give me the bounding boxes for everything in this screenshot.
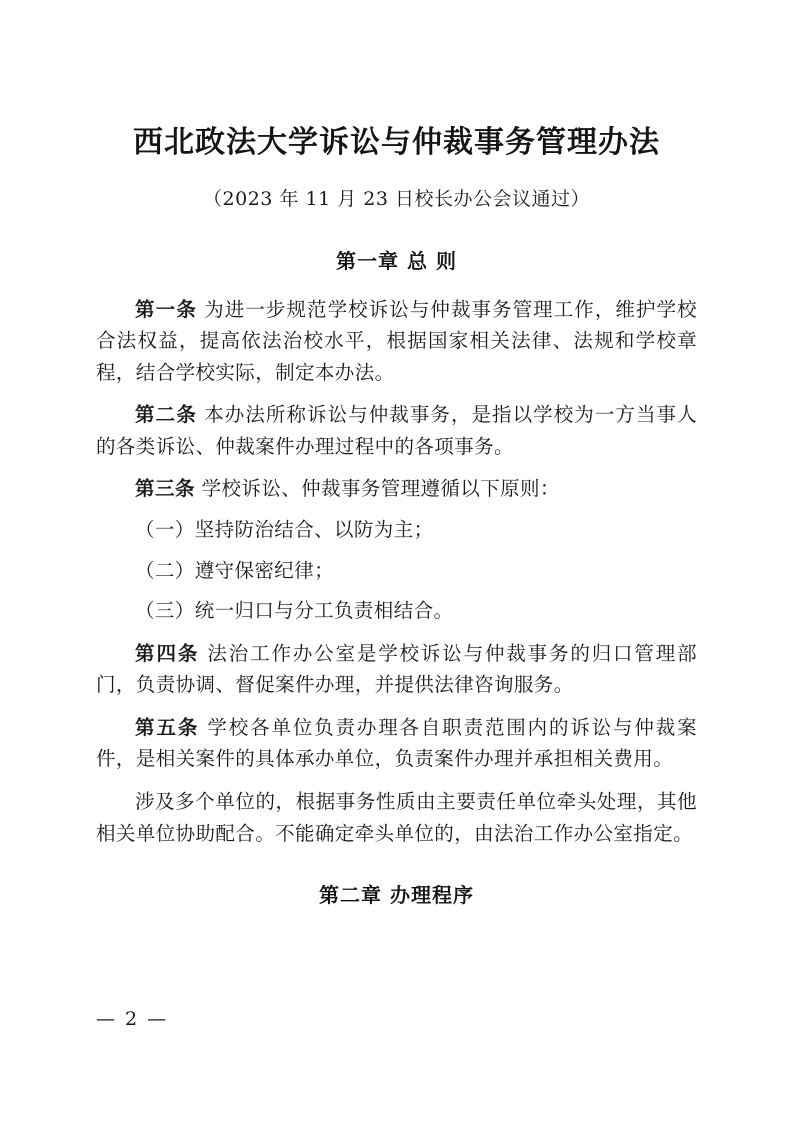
list-item: （一）坚持防治结合、以防为主； bbox=[135, 517, 434, 541]
page-number: — 2 — bbox=[96, 1008, 169, 1030]
article-paragraph bbox=[96, 462, 697, 505]
page-title: 西北政法大学诉讼与仲裁事务管理办法 bbox=[133, 125, 660, 160]
closing-paragraph: 涉及多个单位的，根据事务性质由主要责任单位牵头处理，其他相关单位协助配合。不能确定牵头单位的，由法治工作办公室指定。 bbox=[96, 790, 697, 845]
list-item: （二）遵守保密纪律； bbox=[135, 558, 335, 582]
article-number: 第一条 bbox=[135, 297, 197, 321]
article-text: 为进一步规范学校诉讼与仲裁事务管理工作，维护学校合法权益，提高依法治校水平，根据国家相关法律、法规和学校章程，结合学校实际，制定本办法。 bbox=[96, 297, 697, 384]
article-paragraph bbox=[96, 701, 697, 775]
article-number: 第二条 bbox=[135, 403, 197, 427]
article-paragraph bbox=[96, 278, 697, 389]
list-item: （三）统一归口与分工负责相结合。 bbox=[135, 599, 454, 623]
article-paragraph bbox=[96, 627, 697, 701]
article-number: 第四条 bbox=[135, 641, 200, 665]
article-text: 学校各单位负责办理各自职责范围内的诉讼与仲裁案件，是相关案件的具体承办单位，负责案件办理并承担相关费用。 bbox=[96, 715, 697, 771]
article-number: 第三条 bbox=[135, 477, 196, 501]
article-number: 第五条 bbox=[135, 715, 200, 739]
article-text: 本办法所称诉讼与仲裁事务，是指以学校为一方当事人的各类诉讼、仲裁案件办理过程中的各项事务。 bbox=[96, 403, 697, 458]
article-text: 法治工作办公室是学校诉讼与仲裁事务的归口管理部门，负责协调、督促案件办理，并提供法律咨询服务。 bbox=[96, 641, 697, 697]
chapter-one-heading: 第一章 总 则 bbox=[336, 248, 457, 273]
document-subtitle: （2023 年 11 月 23 日校长办公会议通过） bbox=[203, 187, 590, 210]
article-paragraph bbox=[96, 388, 697, 462]
chapter-two-heading: 第二章 办理程序 bbox=[319, 883, 474, 908]
article-text: 学校诉讼、仲裁事务管理遵循以下原则： bbox=[201, 477, 560, 501]
